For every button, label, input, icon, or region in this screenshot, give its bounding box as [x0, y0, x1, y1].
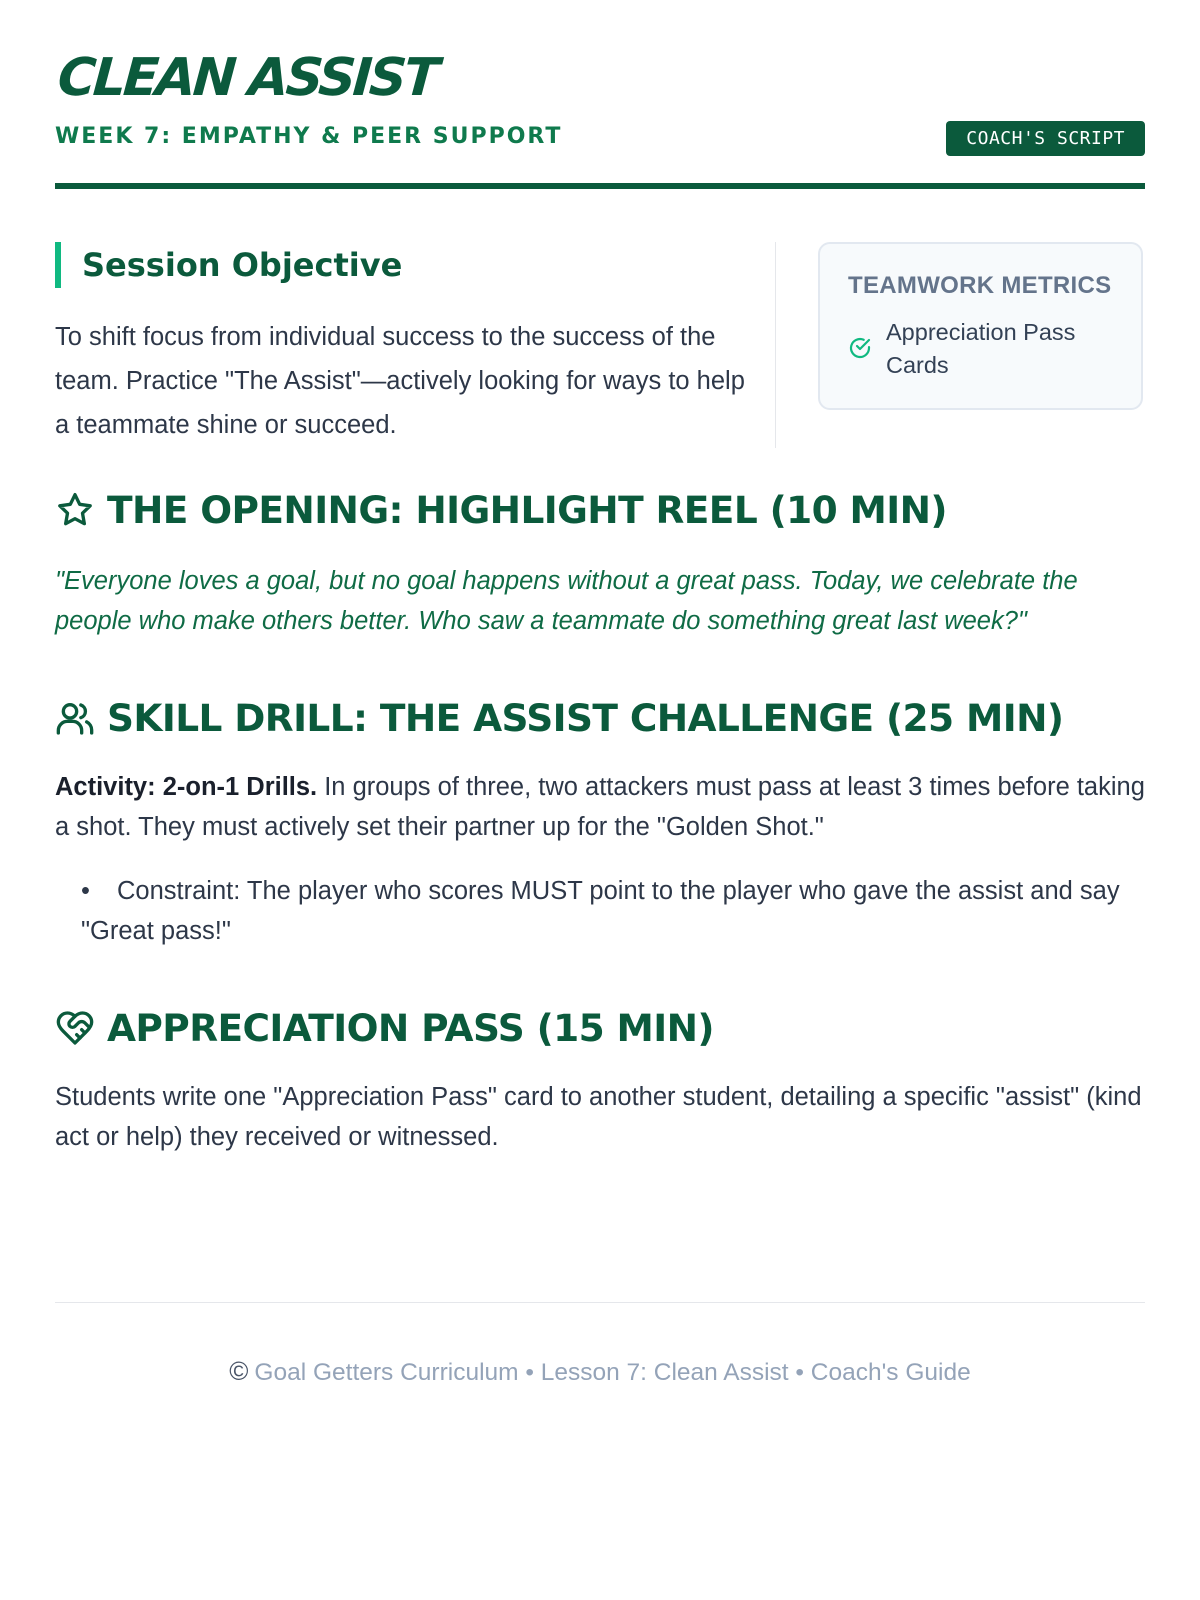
footer: [0, 1356, 1200, 1387]
footer-text: Goal Getters Curriculum • Lesson 7: Clean Assist • Coach's Guide: [254, 1359, 971, 1386]
opening-heading-row: [55, 485, 1145, 535]
objective-row: [55, 190, 1145, 455]
opening-quote: "Everyone loves a goal, but no goal happens without a great pass. Today, we celebrate the people who make others better. Who saw a teammate do something great last week?": [55, 567, 1078, 635]
header-divider: [55, 183, 1145, 189]
session-objective: [55, 242, 755, 447]
page-subtitle: WEEK 7: EMPATHY & PEER SUPPORT: [55, 124, 563, 149]
appreciation-section: [55, 1003, 1145, 1157]
list-item: [81, 871, 1145, 951]
page-title: CLEAN ASSIST: [55, 48, 439, 108]
metrics-heading: TEAMWORK METRICS: [848, 272, 1112, 299]
column-divider: [775, 242, 776, 448]
star-icon: [55, 490, 95, 530]
footer-divider: [55, 1302, 1145, 1303]
teamwork-metrics-card: [818, 242, 1143, 410]
constraint-text: Constraint: The player who scores MUST point to the player who gave the assist and say "Great pass!": [81, 877, 1120, 945]
appreciation-text: Students write one "Appreciation Pass" card to another student, detailing a specific "assist" (kind act or help) they received or witnessed.: [55, 1083, 1142, 1151]
opening-heading: THE OPENING: HIGHLIGHT REEL (10 MIN): [107, 488, 947, 532]
copyright-icon: ©: [229, 1356, 249, 1386]
heart-handshake-icon: [55, 1008, 95, 1048]
appreciation-heading: APPRECIATION PASS (15 MIN): [107, 1006, 714, 1050]
appreciation-heading-row: [55, 1003, 1145, 1053]
bullet-dot: •: [81, 877, 90, 905]
objective-heading: Session Objective: [82, 246, 403, 284]
header: [55, 0, 1145, 190]
objective-heading-bar: [55, 242, 755, 288]
metric-label: Appreciation Pass Cards: [886, 319, 1076, 378]
skill-drill-heading: SKILL DRILL: THE ASSIST CHALLENGE (25 MIN): [107, 696, 1064, 740]
activity-description: [55, 767, 1145, 847]
activity-label: Activity: 2-on-1 Drills.: [55, 773, 318, 801]
coach-script-badge: COACH'S SCRIPT: [946, 121, 1145, 156]
objective-text: To shift focus from individual success to the success of the team. Practice "The Assist"—actively looking for ways to help a teammate shine or succeed.: [55, 323, 745, 439]
opening-section: [55, 485, 1145, 641]
metric-item: [848, 316, 1116, 382]
activity-text: In groups of three, two attackers must pass at least 3 times before taking a shot. They must actively set their partner up for the "Golden Shot.": [55, 773, 1145, 841]
skill-drill-section: [55, 693, 1145, 951]
skill-drill-heading-row: [55, 693, 1145, 743]
users-icon: [55, 698, 95, 738]
check-circle-icon: [848, 336, 872, 360]
